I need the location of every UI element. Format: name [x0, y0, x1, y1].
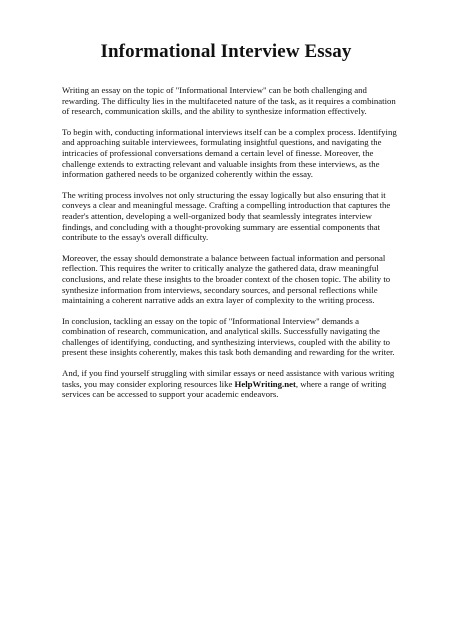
paragraph-conclusion: In conclusion, tackling an essay on the topic of "Informational Interview" demands a combination of research, communication, and analytical skills. Successfully navigating the challenges of identifying, conducting, and synthesizing interviews, coupled with the ability to present these insights coherently, makes this task both demanding and rewarding for the writer.	[62, 315, 395, 358]
closing-text-before: And, if you find yourself struggling with similar essays or need assistance with various writing tasks, you may consider exploring resources like	[62, 368, 395, 389]
paragraph-intro: Writing an essay on the topic of "Informational Interview" can be both challenging and rewarding. The difficulty lies in the multifaceted nature of the task, as it requires a combination of research, communication skills, and the ability to synthesize information effectively.	[62, 85, 396, 117]
paragraph-balance: Moreover, the essay should demonstrate a balance between factual information and personal reflection. This requires the writer to critically analyze the gathered data, draw meaningful conclusions, and relate these insights to the broader context of the chosen topic. The ability to synthesize information from interviews, secondary sources, and personal reflections while maintaining a coherent narrative adds an extra layer of complexity to the writing process.	[62, 252, 391, 306]
document-body	[62, 85, 398, 411]
paragraph-closing	[62, 368, 398, 400]
document-title: Informational Interview Essay	[100, 41, 352, 62]
brand-link[interactable]: HelpWriting.net	[234, 378, 296, 389]
paragraph-writing-process: The writing process involves not only structuring the essay logically but also ensuring that it conveys a clear and meaningful message. Crafting a compelling introduction that captures the reader's attention, developing a well-organized body that seamlessly integrates interview findings, and concluding with a thought-provoking summary are essential components that contribute to the essay's overall difficulty.	[62, 189, 391, 243]
closing-text-after: , where a range of writing services can be accessed to support your academic endeavors.	[62, 378, 387, 400]
paragraph-conducting-interviews: To begin with, conducting informational interviews itself can be a complex process. Identifying and approaching suitable interviewees, formulating insightful questions, and navigating the intricacies of professional conversations demand a certain level of finesse. Moreover, the challenge extends to extracting relevant and valuable insights from these interviews, as the information gathered needs to be organized coherently within the essay.	[62, 126, 397, 180]
